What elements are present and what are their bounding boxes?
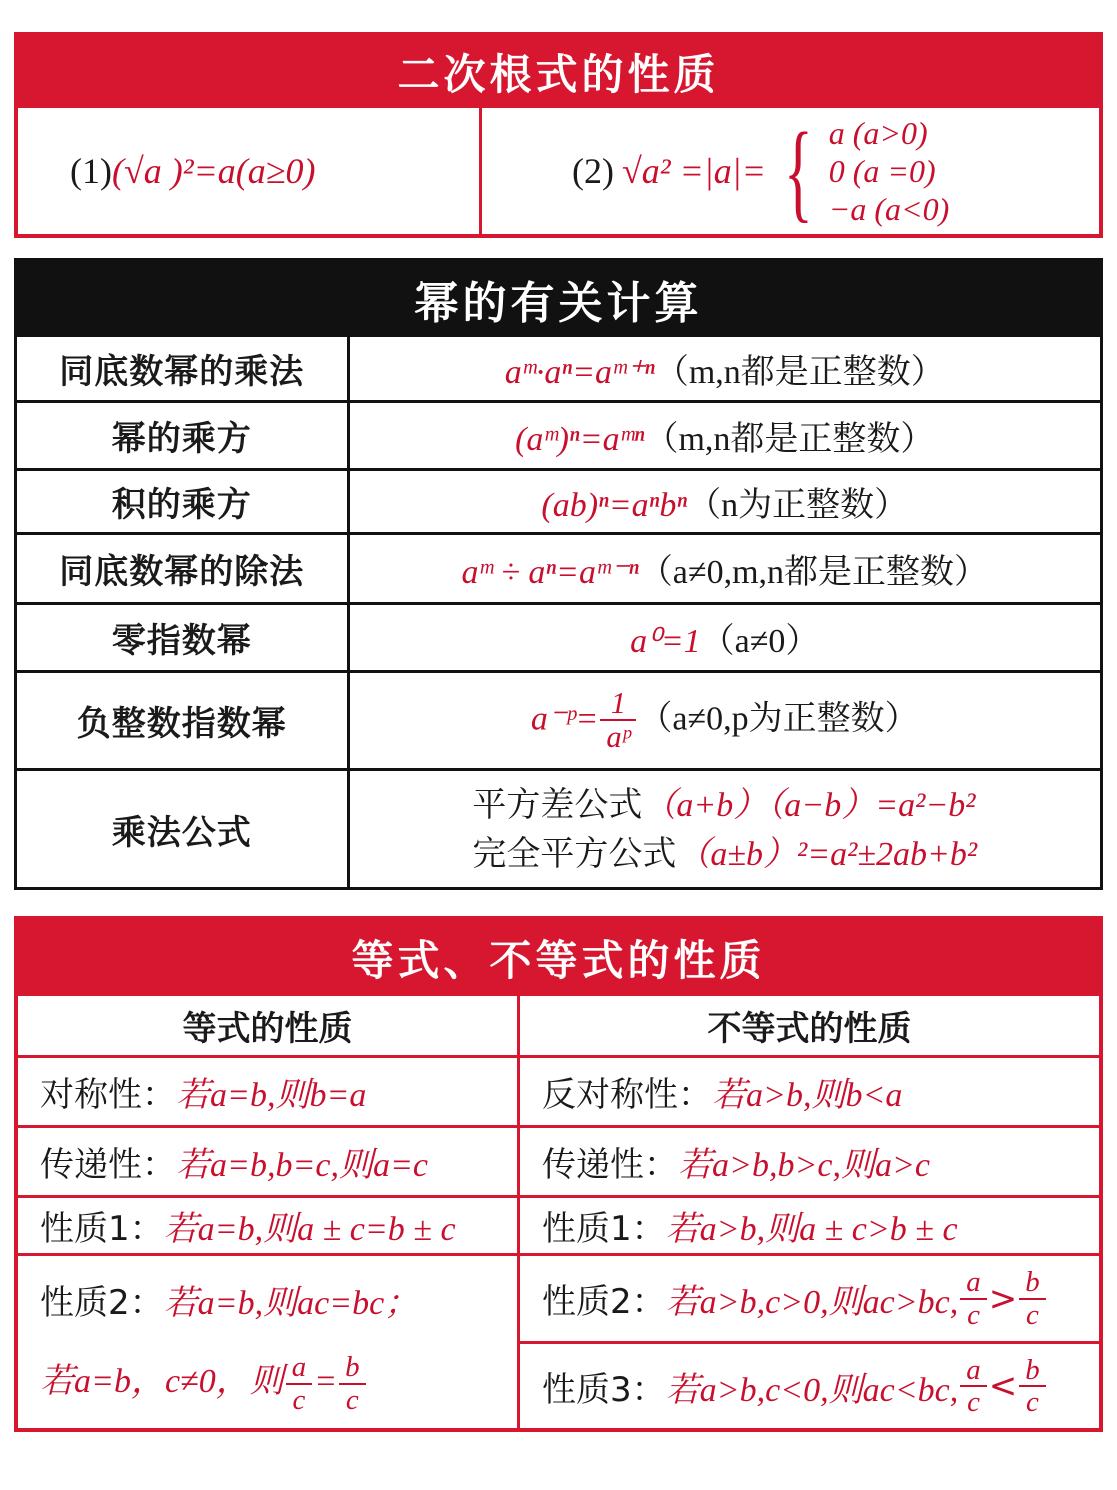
formula-line	[472, 781, 977, 830]
case-line: 0 (a =0)	[828, 153, 936, 189]
rule-condition: （m,n都是正整数）	[654, 353, 945, 391]
fraction	[1019, 1355, 1045, 1418]
item-text: 若a=b,b=c,则a=c	[176, 1147, 429, 1184]
property-1	[18, 108, 482, 234]
fraction-denominator: c	[292, 1383, 306, 1416]
rule-formula-cell	[348, 603, 1100, 671]
item-label: 性质3：	[542, 1369, 666, 1410]
section-title: 等式、不等式的性质	[18, 920, 1099, 996]
list-item	[18, 1198, 517, 1256]
fraction-denominator: c	[1026, 1298, 1039, 1331]
rule-formula: a⁰=1	[630, 622, 701, 660]
fraction	[1019, 1267, 1045, 1330]
relation-sign: <	[988, 1366, 1018, 1406]
rule-formula-cell	[348, 671, 1100, 769]
fraction-numerator: a	[960, 1267, 986, 1299]
rule-formula: aᵐ ÷ aⁿ=aᵐ⁻ⁿ	[461, 553, 639, 591]
fraction	[600, 687, 636, 753]
item-line	[40, 1264, 418, 1343]
table-row	[17, 671, 1100, 769]
table-row	[17, 337, 1100, 401]
rule-formula-cell	[348, 769, 1100, 889]
rule-name: 同底数幂的乘法	[17, 337, 348, 401]
item-label: 传递性：	[542, 1145, 678, 1185]
formula-expression: （a±b）²=a²±2ab+b²	[676, 835, 978, 873]
fraction-denominator: c	[1026, 1386, 1039, 1418]
item-label: 对称性：	[40, 1075, 176, 1115]
fraction	[286, 1352, 312, 1415]
equality-column	[18, 996, 520, 1428]
item-label: 性质2：	[542, 1282, 666, 1322]
formula-expression: （a+b）（a−b）=a²−b²	[642, 786, 976, 824]
property-label: (1)	[70, 151, 112, 191]
rule-name: 同底数幂的除法	[17, 533, 348, 603]
item-text: 若a=b,则ac=bc；	[163, 1284, 419, 1322]
list-item	[520, 1344, 1099, 1428]
rule-formula: (aᵐ)ⁿ=aᵐⁿ	[515, 420, 645, 458]
rule-formula: aᵐ·aⁿ=aᵐ⁺ⁿ	[504, 353, 655, 391]
rule-formula: a⁻ᵖ=	[530, 700, 599, 738]
list-item	[520, 1058, 1099, 1128]
item-text: 若a>b,c<0,则ac<bc,	[665, 1371, 959, 1409]
multiplication-formulas	[472, 781, 977, 879]
property-label: (2)	[572, 151, 614, 191]
item-text: 若a=b,则b=a	[176, 1077, 367, 1114]
rule-name: 积的乘方	[17, 469, 348, 533]
fraction-numerator: a	[286, 1352, 312, 1384]
item-text: 若a>b,b>c,则a>c	[678, 1147, 931, 1184]
table-row	[17, 401, 1100, 469]
case-line: a (a>0)	[828, 115, 928, 151]
section-title: 幂的有关计算	[17, 261, 1100, 337]
rule-condition: （a≠0）	[700, 622, 820, 660]
section-title: 二次根式的性质	[18, 36, 1099, 108]
case-line: −a (a<0)	[828, 191, 950, 227]
fraction-numerator: b	[1019, 1355, 1045, 1387]
formula-label: 平方差公式	[472, 784, 643, 825]
item-label: 性质1：	[40, 1209, 164, 1249]
fraction-numerator: a	[960, 1355, 986, 1387]
list-item	[520, 1198, 1099, 1256]
list-item	[520, 1128, 1099, 1198]
fraction-denominator: c	[345, 1383, 359, 1416]
sqrt-properties-section	[14, 32, 1103, 238]
table-row	[17, 603, 1100, 671]
item-label: 性质2：	[40, 1282, 164, 1323]
fraction	[960, 1355, 986, 1418]
fraction-denominator: c	[967, 1386, 980, 1418]
inequality-column	[520, 996, 1099, 1428]
rule-formula-cell	[348, 533, 1100, 603]
rule-condition: （a≠0,p为正整数）	[638, 700, 919, 738]
list-item	[18, 1256, 517, 1428]
fraction-numerator: b	[1019, 1267, 1045, 1299]
power-rules-table	[17, 337, 1100, 889]
fraction-numerator: b	[339, 1352, 365, 1384]
item-text: 若a=b,则a ± c=b ± c	[163, 1211, 456, 1248]
rule-name: 负整数指数幂	[17, 671, 348, 769]
property-formula: (√a )²=a(a≥0)	[111, 151, 316, 191]
list-item	[18, 1058, 517, 1128]
fraction	[339, 1352, 365, 1415]
item-line	[40, 1343, 368, 1421]
power-calculations-section	[14, 258, 1103, 890]
rule-name: 零指数幂	[17, 603, 348, 671]
rule-formula-cell	[348, 337, 1100, 401]
item-text: 若a>b,则a ± c>b ± c	[665, 1211, 958, 1248]
item-label: 反对称性：	[542, 1075, 712, 1115]
item-text: 若a=b，c≠0，则	[40, 1362, 284, 1400]
item-text: 若a>b,c>0,则ac>bc,	[665, 1284, 959, 1321]
rule-condition: （a≠0,m,n都是正整数）	[638, 553, 989, 591]
rule-name: 乘法公式	[17, 769, 348, 889]
brace-icon: {	[783, 110, 813, 232]
fraction-denominator: aᵖ	[606, 720, 631, 754]
rule-formula: (ab)ⁿ=aⁿbⁿ	[541, 486, 688, 524]
relation-sign: >	[988, 1278, 1018, 1319]
relation-sign: =	[314, 1362, 338, 1400]
fraction-denominator: c	[967, 1298, 980, 1331]
item-label: 性质1：	[542, 1209, 666, 1249]
list-item	[520, 1256, 1099, 1344]
rule-condition: （m,n都是正整数）	[644, 420, 935, 458]
column-header: 等式的性质	[18, 996, 517, 1058]
formula-label: 完全平方公式	[472, 833, 677, 874]
property-formula: √a² =|a|=	[621, 151, 766, 191]
property-2	[482, 108, 1099, 234]
item-text: 若a>b,则b<a	[712, 1077, 903, 1114]
item-label: 传递性：	[40, 1145, 176, 1185]
formula-line	[472, 830, 977, 879]
equality-inequality-section	[14, 916, 1103, 1432]
cases-list	[829, 114, 950, 228]
rule-condition: （n为正整数）	[687, 486, 909, 524]
fraction	[960, 1267, 986, 1330]
table-row	[17, 769, 1100, 889]
rule-formula-cell	[348, 469, 1100, 533]
column-header: 不等式的性质	[520, 996, 1099, 1058]
list-item	[18, 1128, 517, 1198]
table-row	[17, 469, 1100, 533]
table-row	[17, 533, 1100, 603]
rule-name: 幂的乘方	[17, 401, 348, 469]
fraction-numerator: 1	[600, 687, 636, 721]
rule-formula-cell	[348, 401, 1100, 469]
